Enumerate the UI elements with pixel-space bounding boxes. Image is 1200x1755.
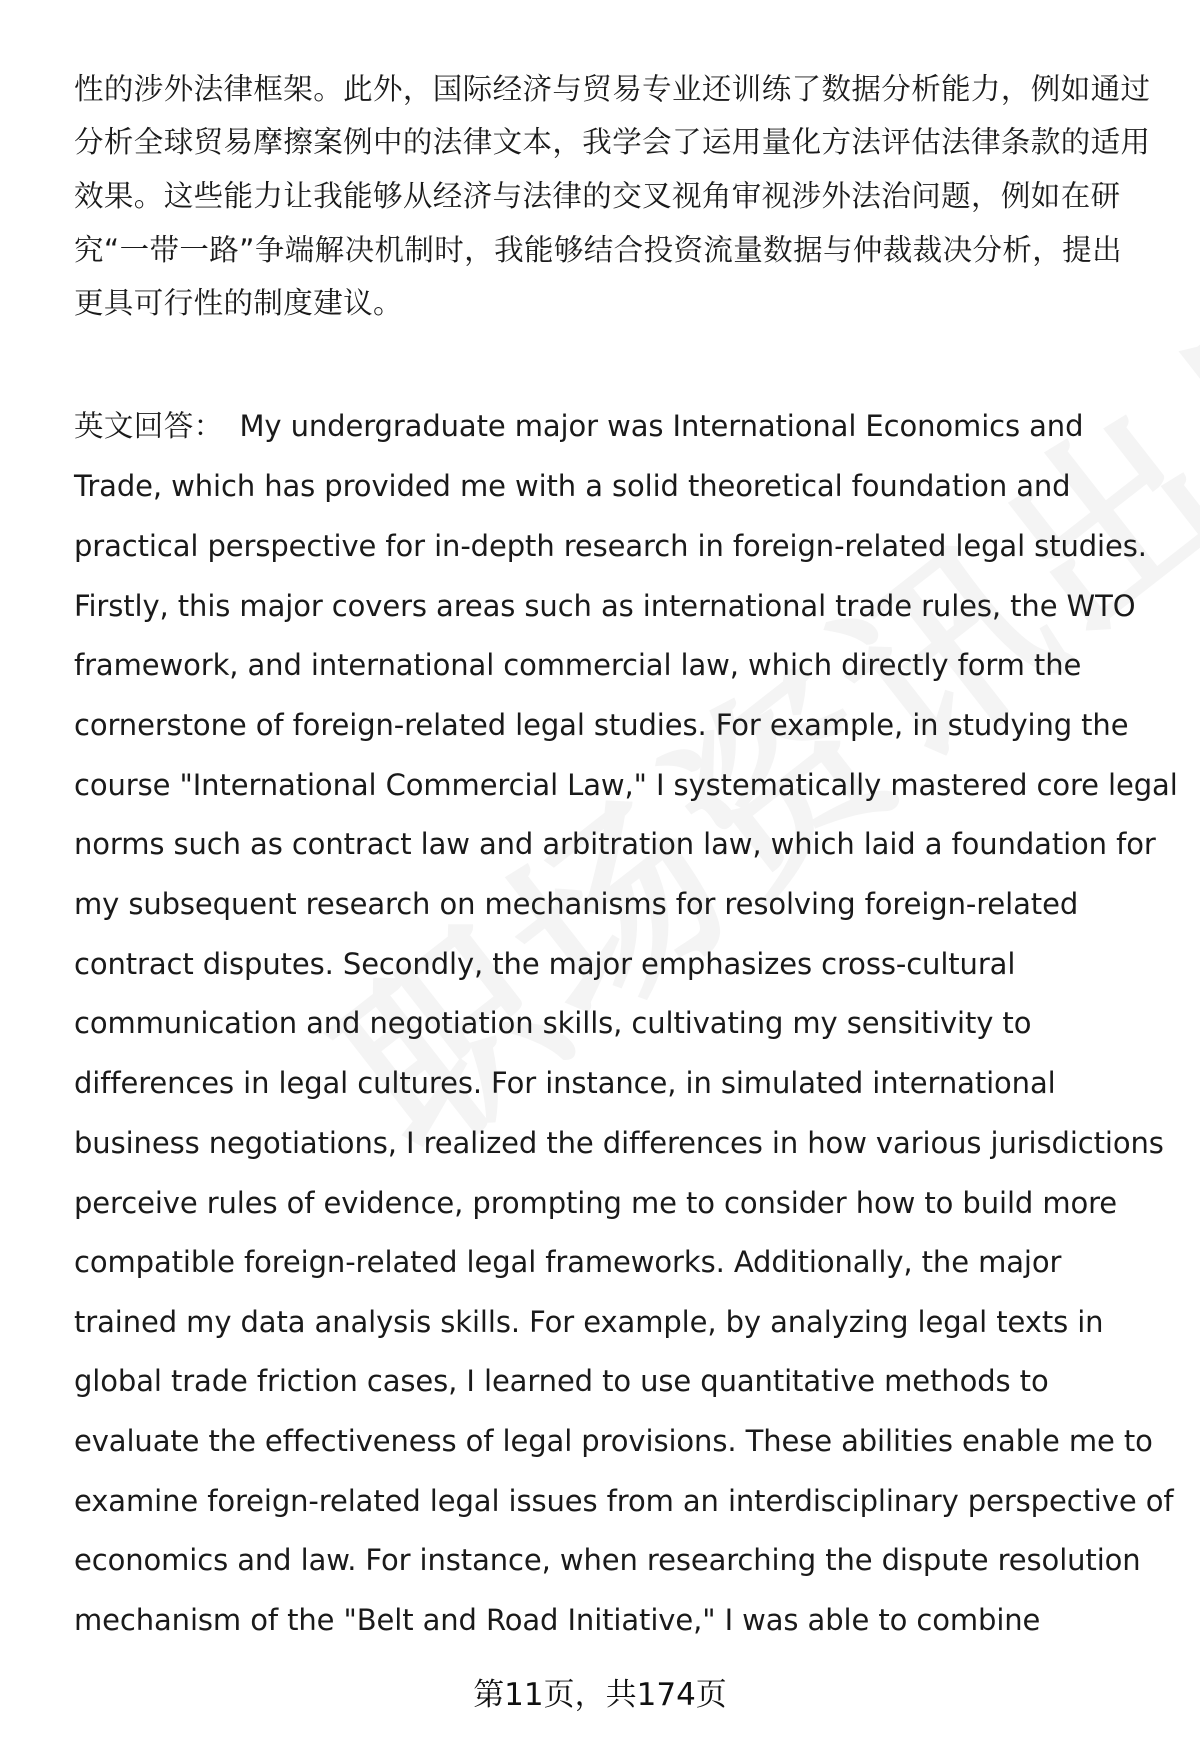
text-line: 效果。这些能力让我能够从经济与法律的交叉视角审视涉外法治问题，例如在研 bbox=[74, 179, 1121, 213]
text-line: 性的涉外法律框架。此外，国际经济与贸易专业还训练了数据分析能力，例如通过 bbox=[74, 72, 1151, 106]
answer-label: 英文回答： bbox=[74, 409, 224, 443]
text-line: mechanism of the "Belt and Road Initiative," I was able to combine bbox=[74, 1603, 1041, 1637]
watermark bbox=[275, 203, 1200, 1205]
text-line: differences in legal cultures. For instance, in simulated international bbox=[74, 1066, 1056, 1100]
text-line: 更具可行性的制度建议。 bbox=[74, 286, 403, 320]
text-line: examine foreign-related legal issues from an interdisciplinary perspective of bbox=[74, 1484, 1174, 1518]
text-line: perceive rules of evidence, prompting me to consider how to build more bbox=[74, 1186, 1118, 1220]
text-line: trained my data analysis skills. For example, by analyzing legal texts in bbox=[74, 1305, 1104, 1339]
text-line: business negotiations, I realized the differences in how various jurisdictions bbox=[74, 1126, 1164, 1160]
text-line: Trade, which has provided me with a solid theoretical foundation and bbox=[74, 469, 1071, 503]
text-line: economics and law. For instance, when researching the dispute resolution bbox=[74, 1543, 1141, 1577]
text-line: norms such as contract law and arbitration law, which laid a foundation for bbox=[74, 827, 1156, 861]
text-line: compatible foreign-related legal frameworks. Additionally, the major bbox=[74, 1245, 1062, 1279]
text-line: course "International Commercial Law," I systematically mastered core legal bbox=[74, 768, 1178, 802]
text-line: communication and negotiation skills, cultivating my sensitivity to bbox=[74, 1006, 1032, 1040]
text-line: practical perspective for in-depth research in foreign-related legal studies. bbox=[74, 529, 1147, 563]
text-line: framework, and international commercial law, which directly form the bbox=[74, 648, 1082, 682]
text-line: Firstly, this major covers areas such as international trade rules, the WTO bbox=[74, 589, 1136, 623]
text-line: cornerstone of foreign-related legal studies. For example, in studying the bbox=[74, 708, 1129, 742]
text-line: global trade friction cases, I learned to use quantitative methods to bbox=[74, 1364, 1049, 1398]
text-line: 分析全球贸易摩擦案例中的法律文本，我学会了运用量化方法评估法律条款的适用 bbox=[74, 125, 1151, 159]
text-line: my subsequent research on mechanisms for resolving foreign-related bbox=[74, 887, 1079, 921]
text-line: My undergraduate major was International Economics and bbox=[239, 409, 1084, 443]
page-number: 第11页，共174页 bbox=[473, 1677, 727, 1713]
text-line: evaluate the effectiveness of legal provisions. These abilities enable me to bbox=[74, 1424, 1153, 1458]
english-answer-first-line bbox=[74, 406, 1083, 446]
text-line: 究“一带一路”争端解决机制时，我能够结合投资流量数据与仲裁裁决分析，提出 bbox=[74, 233, 1122, 267]
text-line: contract disputes. Secondly, the major emphasizes cross-cultural bbox=[74, 947, 1016, 981]
